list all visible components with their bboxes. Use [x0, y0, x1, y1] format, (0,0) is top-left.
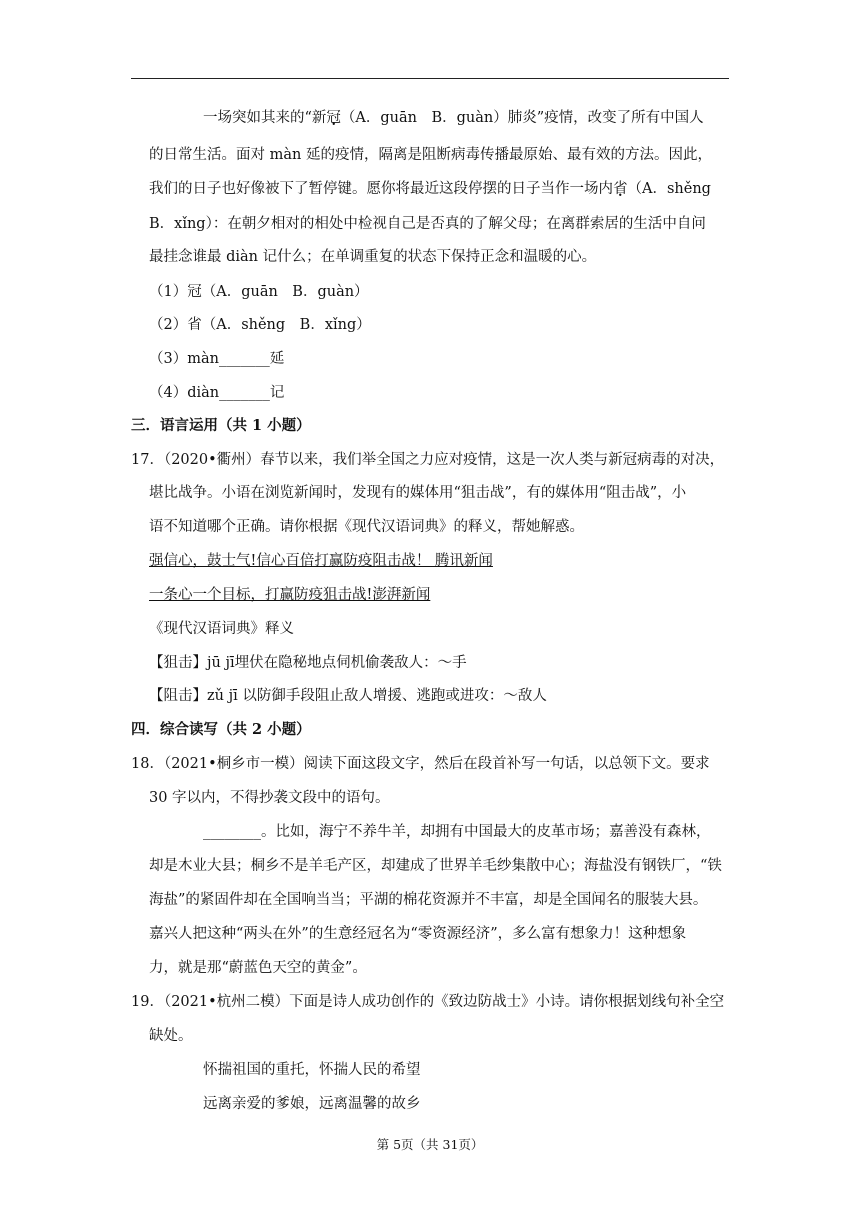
q18-paragraph-line-3: 海盐”的紧固件却在全国响当当；平湖的棉花资源并不丰富，却是全国闻名的服装大县。 — [149, 892, 708, 908]
q18-paragraph-line-1: ________。比如，海宁不养牛羊，却拥有中国最大的皮革市场；嘉善没有森林， — [203, 824, 711, 840]
sub-question-2: （2）省（A．shěng B．xǐng） — [149, 317, 371, 333]
q18-line-2: 30 字以内，不得抄袭文段中的语句。 — [149, 790, 390, 806]
sub-question-3: （3）màn_______延 — [149, 351, 285, 367]
passage-line-2: 的日常生活。面对 màn 延的疫情，隔离是阻断病毒传播最原始、最有效的方法。因此， — [149, 147, 712, 163]
header-rule — [131, 78, 729, 79]
q19-line-2: 缺处。 — [149, 1028, 193, 1044]
passage-line-3: 我们的日子也好像被下了暂停键。愿你将最近这段停摆的日子当作一场内省（A．shěng — [149, 181, 711, 197]
dictionary-entry-2: 【阻击】zǔ jī 以防御手段阻止敌人增援、逃跑或进攻：～敌人 — [149, 688, 547, 704]
passage-line-5: 最挂念谁最 diàn 记什么；在单调重复的状态下保持正念和温暖的心。 — [149, 249, 597, 265]
sub-question-1: （1）冠（A．guān B．guàn） — [149, 284, 369, 300]
q18-paragraph-line-5: 力，就是那“蔚蓝色天空的黄金”。 — [149, 960, 367, 976]
q18-paragraph-line-4: 嘉兴人把这种“两头在外”的生意经冠名为“零资源经济”，多么富有想象力！这种想象 — [149, 926, 687, 942]
emphasis-char-xing: 省 — [613, 181, 628, 197]
poem-line-2: 远离亲爱的爹娘，远离温馨的故乡 — [203, 1096, 421, 1112]
dictionary-title: 《现代汉语词典》释义 — [149, 621, 294, 637]
news-headline-1: 强信心，鼓士气!信心百倍打赢防疫阻击战！ 腾讯新闻 — [149, 553, 493, 569]
q17-line-2: 堪比战争。小语在浏览新闻时，发现有的媒体用“狙击战”，有的媒体用“阻击战”，小 — [149, 485, 687, 501]
q18-line-1: 18．（2021•桐乡市一模）阅读下面这段文字，然后在段首补写一句话，以总领下文。要求 — [131, 756, 710, 772]
poem-line-1: 怀揣祖国的重托，怀揣人民的希望 — [203, 1062, 421, 1078]
emphasis-char-guan: 冠 — [326, 110, 341, 126]
section-4-heading: 四．综合读写（共 2 小题） — [131, 721, 311, 738]
sub-question-4: （4）diàn_______记 — [149, 385, 285, 401]
q17-line-1: 17．（2020•衢州）春节以来，我们举全国之力应对疫情，这是一次人类与新冠病毒的对决， — [131, 452, 725, 468]
q19-line-1: 19．（2021•杭州二模）下面是诗人成功创作的《致边防战士》小诗。请你根据划线句补全空 — [131, 994, 725, 1010]
q18-paragraph-line-2: 却是木业大县；桐乡不是羊毛产区，却建成了世界羊毛纱集散中心；海盐没有钢铁厂，“铁 — [149, 858, 722, 874]
section-3-heading: 三．语言运用（共 1 小题） — [131, 417, 311, 434]
dictionary-entry-1: 【狙击】jū jī埋伏在隐秘地点伺机偷袭敌人：～手 — [149, 655, 467, 671]
passage-line-4: B．xǐng）：在朝夕相对的相处中检视自己是否真的了解父母；在离群索居的生活中自问 — [149, 216, 706, 232]
news-headline-2: 一条心一个目标，打赢防疫狙击战!澎湃新闻 — [149, 587, 431, 603]
q17-line-3: 语不知道哪个正确。请你根据《现代汉语词典》的释义，帮她解惑。 — [149, 519, 584, 535]
passage-line-1: 一场突如其来的“新冠（A．guān B．guàn）肺炎”疫情，改变了所有中国人 — [203, 110, 704, 126]
page-number: 第 5页（共 31页） — [376, 1137, 484, 1152]
